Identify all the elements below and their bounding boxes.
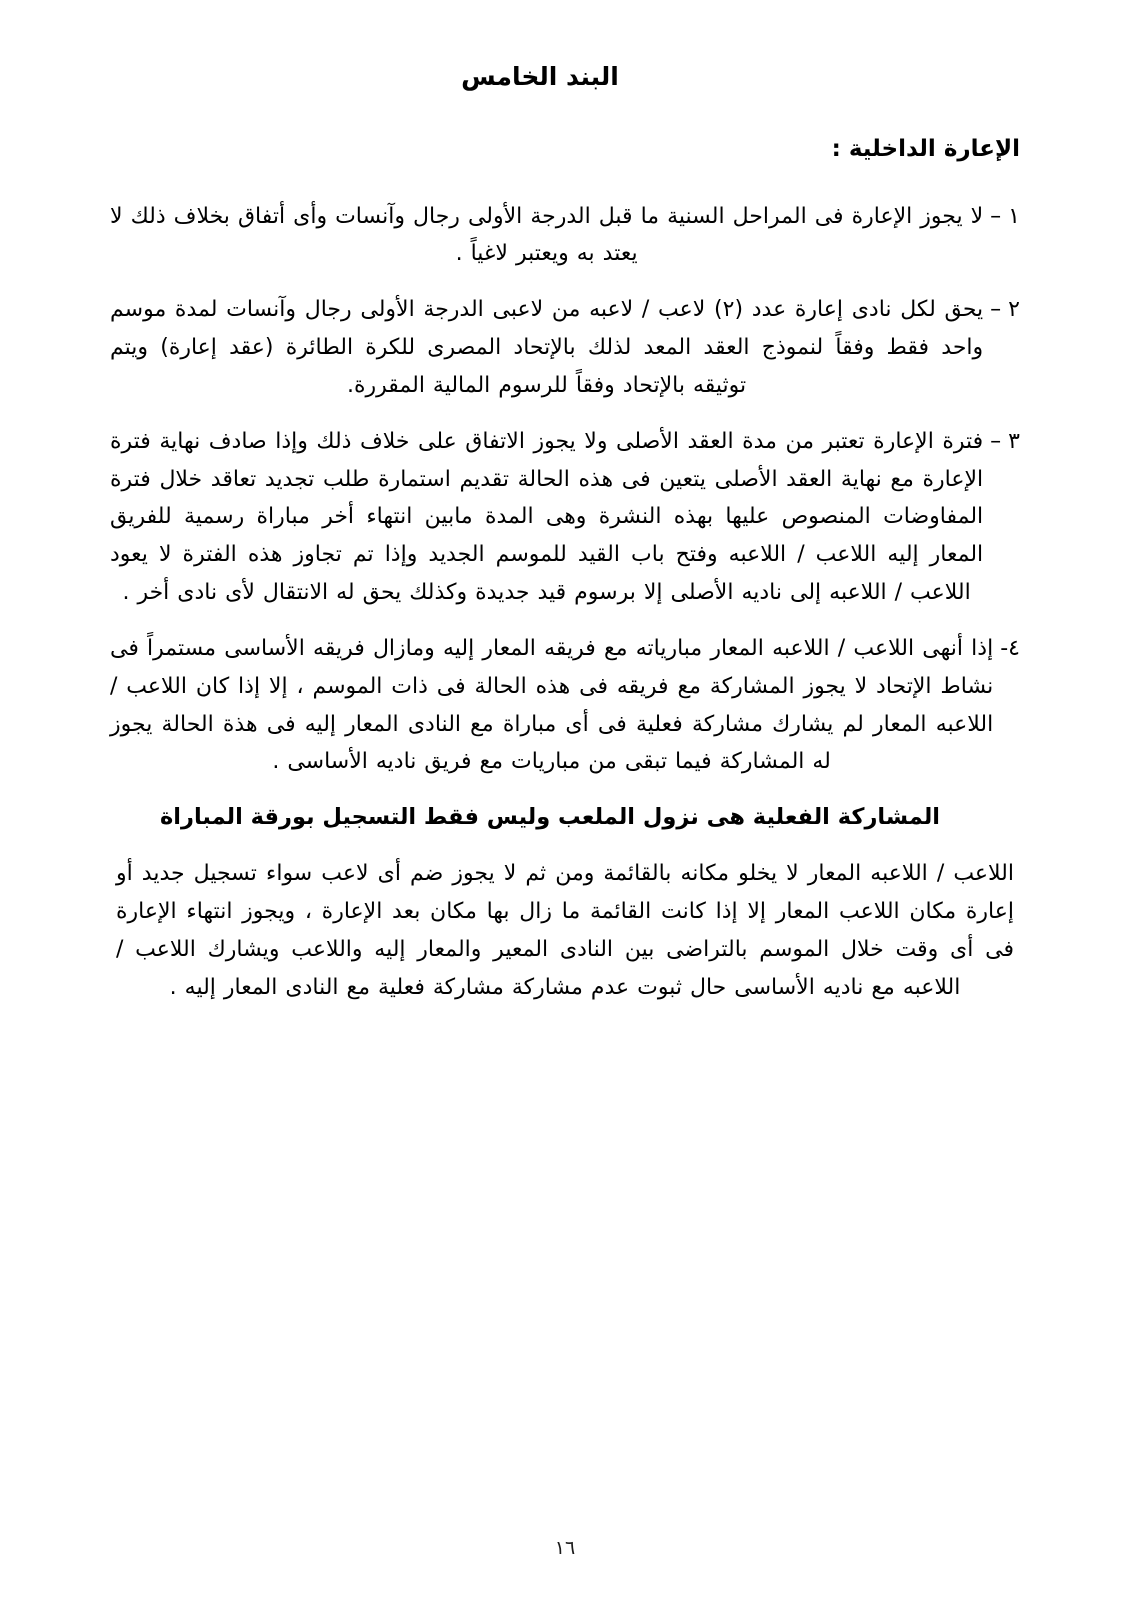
clause-marker: ١ – [990,203,1020,229]
page-number: ١٦ [554,1537,576,1559]
closing-paragraph: اللاعب / اللاعبه المعار لا يخلو مكانه بالقائمة ومن ثم لا يجوز ضم أى لاعب سواء تسجيل جديد أو إعارة مكان اللاعب المعار إلا إذا كانت القائمة ما زال بها مكان بعد الإعارة ، ويجوز انتهاء الإعارة فى أى وقت خلال الموسم بالتراضى بين النادى المعير والمعار إليه واللاعب ويشارك اللاعب / اللاعبه مع ناديه الأساسى حال ثبوت عدم مشاركة مشاركة فعلية مع النادى المعار إليه . [116,861,1014,1000]
clause-item [110,630,1020,781]
clause-text: لا يجوز الإعارة فى المراحل السنية ما قبل الدرجة الأولى رجال وآنسات وأى أتفاق بخلاف ذلك لا يعتد به ويعتبر لاغياً . [110,203,984,267]
clause-marker: ٢ – [990,297,1020,323]
section-subtitle: الإعارة الداخلية : [831,136,1020,162]
clause-text: فترة الإعارة تعتبر من مدة العقد الأصلى ولا يجوز الاتفاق على خلاف ذلك وإذا صادف نهاية فترة الإعارة مع نهاية العقد الأصلى يتعين فى هذه الحالة تقديم استمارة طلب تجديد تعاقد خلال فترة المفاوضات المنصوص عليها بهذه النشرة وهى المدة مابين انتهاء أخر مباراة رسمية للفريق المعار إليه اللاعب / اللاعبه وفتح باب القيد للموسم الجديد وإذا تم تجاوز هذه الفترة لا يعود اللاعب / اللاعبه إلى ناديه الأصلى إلا برسوم قيد جديدة وكذلك يحق له الانتقال لأى نادى أخر . [110,428,984,606]
clause-marker: ٤- [1000,635,1020,661]
page-title: البند الخامس [461,62,619,91]
clause-marker: ٣ – [990,428,1020,454]
clause-text: يحق لكل نادى إعارة عدد (٢) لاعب / لاعبه من لاعبى الدرجة الأولى رجال وآنسات لمدة موسم واحد فقط وفقاً لنموذج العقد المعد لذلك بالإتحاد المصرى للكرة الطائرة (عقد إعارة) ويتم توثيقه بالإتحاد وفقاً للرسوم المالية المقررة. [110,297,984,398]
emphasis-statement: المشاركة الفعلية هى نزول الملعب وليس فقط التسجيل بورقة المباراة [160,804,940,831]
clause-item [110,291,1020,404]
clause-item [110,198,1020,274]
clause-text: إذا أنهى اللاعب / اللاعبه المعار مبارياته مع فريقه المعار إليه ومازال فريقه الأساسى مستمراً فى نشاط الإتحاد لا يجوز المشاركة مع فريقه فى هذه الحالة فى ذات الموسم ، إلا إذا كان اللاعب / اللاعبه المعار لم يشارك مشاركة فعلية فى أى مباراة مع النادى المعار إليه فى هذة الحالة يجوز له المشاركة فيما تبقى من مباريات مع فريق ناديه الأساسى . [110,635,994,775]
clause-list [110,198,1020,782]
clause-item [110,423,1020,612]
